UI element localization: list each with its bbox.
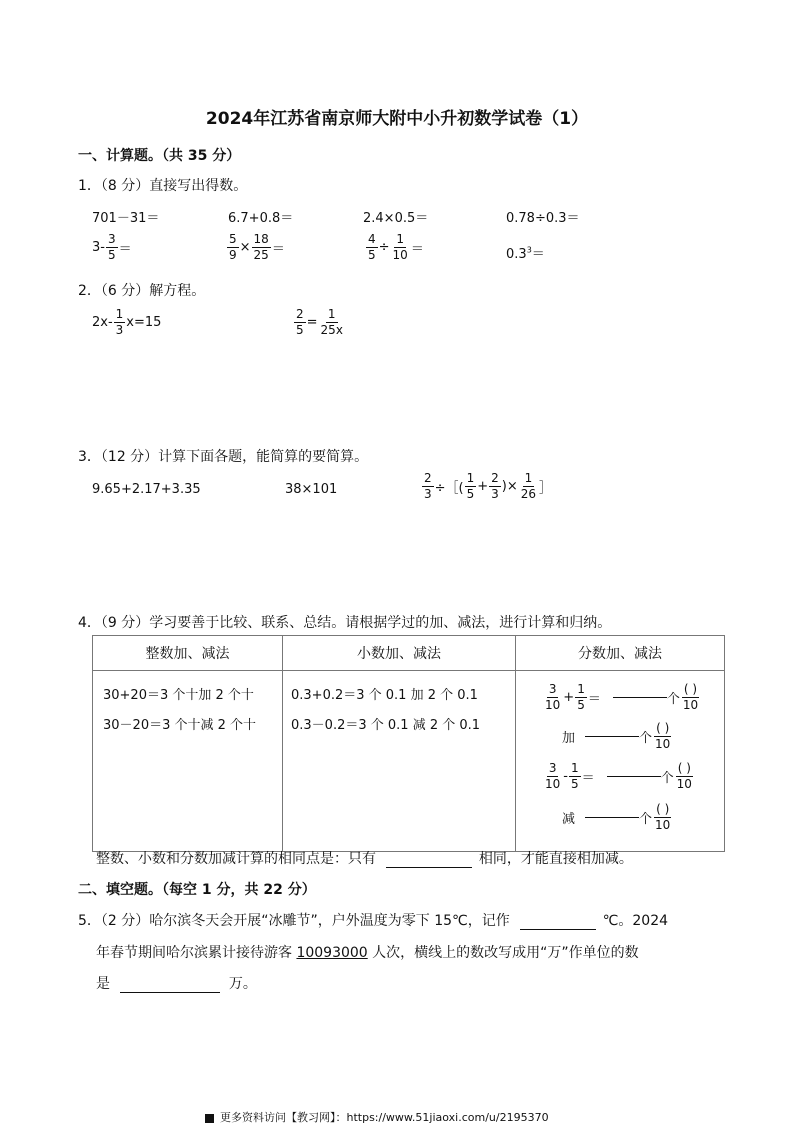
temperature-blank[interactable] <box>520 929 596 930</box>
q1-expr-6: $\frac{5}{9}$ × $\frac{18}{25}$ ＝ <box>229 232 285 262</box>
fraction-sub-line: $\frac{3}{10}$ - $\frac{1}{5}$ ＝ 个 $\frac{( )}{10}$ <box>545 760 692 791</box>
header-fraction: 分数加、减法 <box>516 636 725 671</box>
fill-blank[interactable] <box>613 697 667 698</box>
q5-line-1: 5．（2 分）哈尔滨冬天会开展“冰雕节”，户外温度为零下 15℃，记作 ℃。2024 <box>78 913 669 929</box>
q4-summary: 整数、小数和分数加减计算的相同点是：只有 相同，才能直接相加减。 <box>96 851 633 867</box>
question-1-heading: 1．（8 分）直接写出得数。 <box>78 178 248 194</box>
flag-icon <box>205 1114 214 1123</box>
integer-sub-line: 30－20＝3 个十减 2 个十 <box>103 718 257 733</box>
q1-expr-5: 3- $\frac{3}{5}$ ＝ <box>92 232 132 262</box>
q1-expr-8: $0.3^3=$ <box>506 245 545 262</box>
decimal-add-line: 0.3+0.2＝3 个 0.1 加 2 个 0.1 <box>291 688 478 703</box>
question-2-heading: 2．（6 分）解方程。 <box>78 283 206 299</box>
q5-line-3: 是 万。 <box>96 976 257 992</box>
fill-blank[interactable] <box>585 817 639 818</box>
q5-line-2: 年春节期间哈尔滨累计接待游客 10093000 人次，横线上的数改写成用“万”作单位的数 <box>96 945 639 961</box>
q1-expr-1: 701－31＝ <box>92 211 160 226</box>
q2-equation-1: 2x- $\frac{1}{3}$ x=15 <box>92 307 162 337</box>
section-fill-heading: 二、填空题。（每空 1 分，共 22 分） <box>78 882 316 898</box>
fill-blank[interactable] <box>607 776 661 777</box>
fraction-sub-word-line: 减 个 $\frac{( )}{10}$ <box>562 801 671 832</box>
fill-blank[interactable] <box>585 736 639 737</box>
cell-decimal <box>283 671 516 852</box>
section-calculation-heading: 一、计算题。（共 35 分） <box>78 148 241 164</box>
wan-unit-blank[interactable] <box>120 992 220 993</box>
decimal-sub-line: 0.3－0.2＝3 个 0.1 减 2 个 0.1 <box>291 718 481 733</box>
q2-equation-2: $\frac{2}{5}$ = $\frac{1}{25x}$ <box>296 307 343 337</box>
q1-expr-3: 2.4×0.5＝ <box>363 211 429 226</box>
page-title: 2024年江苏省南京师大附中小升初数学试卷（1） <box>205 109 589 129</box>
q1-expr-4: 0.78÷0.3＝ <box>506 211 580 226</box>
summary-blank[interactable] <box>386 867 472 868</box>
cell-fraction <box>516 671 725 852</box>
visitor-number: 10093000 <box>296 945 368 961</box>
fraction-add-line: $\frac{3}{10}$ + $\frac{1}{5}$ ＝ 个 $\frac{( )}{10}$ <box>545 681 699 712</box>
question-4-heading: 4．（9 分）学习要善于比较、联系、总结。请根据学过的加、减法，进行计算和归纳。 <box>78 615 612 631</box>
q3-expr-2: 38×101 <box>285 482 338 497</box>
q1-expr-2: 6.7+0.8＝ <box>228 211 294 226</box>
q3-expr-1: 9.65+2.17+3.35 <box>92 482 201 497</box>
comparison-table <box>92 635 725 852</box>
cell-integer <box>93 671 283 852</box>
q3-expr-3: $\frac{2}{3}$ ÷［( $\frac{1}{5}$ + $\frac{2}{3}$ )× $\frac{1}{26}$ ］ <box>424 471 553 501</box>
integer-add-line: 30+20＝3 个十加 2 个十 <box>103 688 254 703</box>
q1-expr-7: $\frac{4}{5}$ ÷ $\frac{1}{10}$ ＝ <box>368 232 424 262</box>
question-3-heading: 3．（12 分）计算下面各题，能简算的要简算。 <box>78 449 369 465</box>
fraction-add-word-line: 加 个 $\frac{( )}{10}$ <box>562 720 671 751</box>
header-integer: 整数加、减法 <box>93 636 283 671</box>
footer-link[interactable]: 更多资料访问【教习网】：https://www.51jiaoxi.com/u/2195370 <box>205 1109 549 1125</box>
header-decimal: 小数加、减法 <box>283 636 516 671</box>
